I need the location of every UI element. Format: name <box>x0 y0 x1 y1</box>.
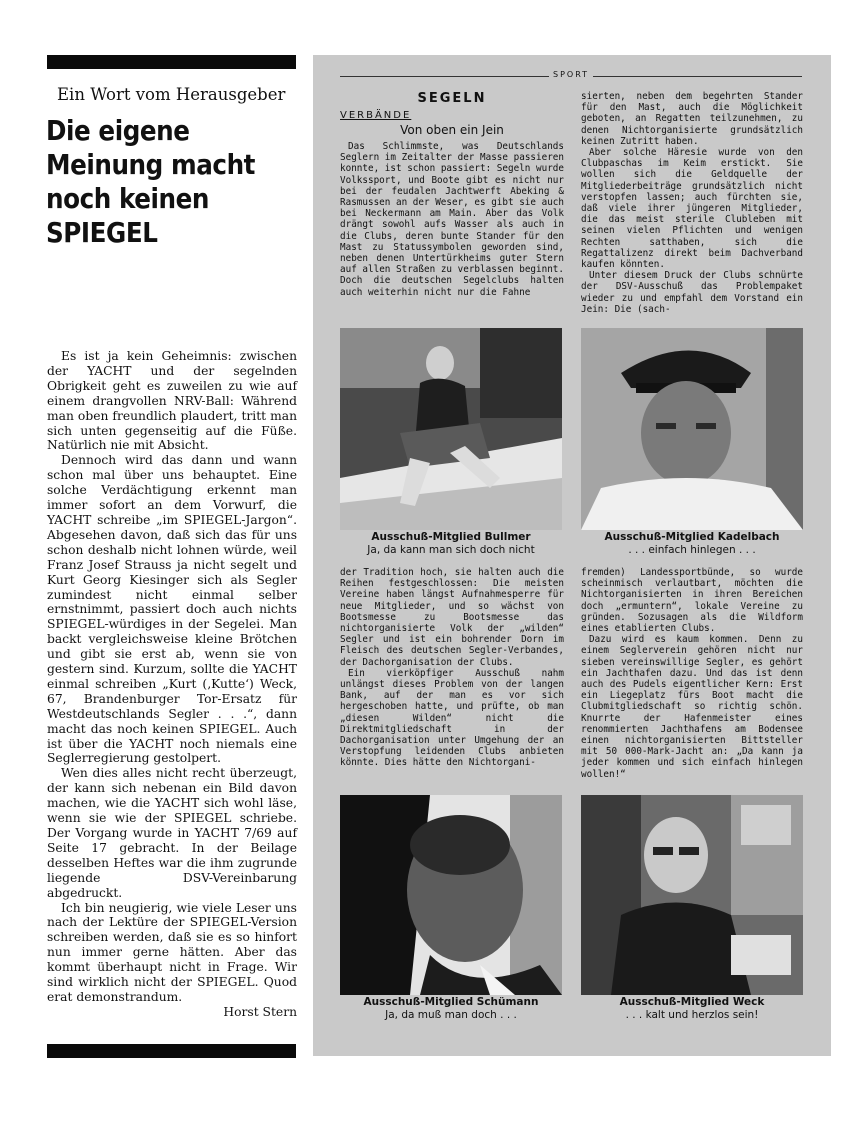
article-deck: Von oben ein Jein <box>400 123 504 137</box>
article-column-right <box>581 91 803 315</box>
photo-bullmer <box>340 328 562 530</box>
photo-kadelbach-image <box>581 328 803 530</box>
editorial-headline <box>46 114 270 250</box>
article-paragraph: Aber solche Häresie wurde von den Clubpaschas im Keim erstickt. Sie wollen sich die Geldquelle der Mitgliederbeiträge grundsätzlich nicht verstopfen lassen; auch fürchten sie, daß viele ihrer jüngeren Mitglieder, die das meist sterile Clubleben mit seinen vielen Pflichten und wenigen Rechten satthaben, sich die Regattalizenz direkt beim Dachverband kaufen könnten. <box>581 147 803 271</box>
editorial-body <box>47 349 297 1020</box>
caption-quote: . . . einfach hinlegen . . . <box>628 544 756 556</box>
subdepartment-title: VERBÄNDE <box>340 110 412 121</box>
caption-name: Ausschuß-Mitglied Kadelbach <box>604 531 780 543</box>
caption-name: Ausschuß-Mitglied Bullmer <box>371 531 531 543</box>
article-paragraph: Ein vierköpfiger Ausschuß nahm unlängst dieses Problem von der langen Bank, auf der man es vor sich hergeschoben hatte, und prüfte, ob man „diesen Wilden“ nicht die Direktmitgliedschaft in der Dachorganisation unter Umgehung der an Verstopfung leidenden Clubs anbieten könnte. Dies hätte den Nichtorgani- <box>340 667 564 769</box>
editorial-kicker: Ein Wort vom Herausgeber <box>57 85 286 104</box>
caption-quote: Ja, da kann man sich doch nicht <box>367 544 535 556</box>
photo-caption-weck <box>581 996 803 1022</box>
photo-caption-kadelbach <box>581 531 803 557</box>
caption-quote: . . . kalt und herzlos sein! <box>625 1009 759 1021</box>
section-label: SPORT <box>549 70 593 79</box>
photo-weck-image <box>581 795 803 995</box>
headline-line: SPIEGEL <box>46 216 158 249</box>
headline-line: Meinung macht <box>46 148 256 181</box>
article-column-right-lower <box>581 567 803 780</box>
editorial-paragraph: Dennoch wird das dann und wann schon mal über uns behauptet. Eine solche Verdächtigung erkennt man immer sofort an dem Vorwurf, die YACHT schreibe „im SPIEGEL-Jargon“. Abgesehen davon, daß sich das für uns schon deshalb nicht lohnen würde, weil Franz Josef Strauss ja nicht segelt und Kurt Georg Kiesinger sich als Segler zumindest nicht einmal selber ernstnimmt, passiert doch auch nichts SPIEGEL-würdiges in der Segelei. Man backt vergleichsweise kleine Brötchen und gibt sie erst ab, wenn sie von gestern sind. Kurzum, sollte die YACHT einmal schreiben „Kurt (‚Kutte‘) Weck, 67, Brandenburger Tor-Ersatz für Westdeutschlands Segler . . .“, dann macht das noch keinen SPIEGEL. Auch ist über die YACHT noch niemals eine Seglerregierung gestolpert. <box>47 453 297 766</box>
editorial-paragraph: Ich bin neugierig, wie viele Leser uns nach der Lektüre der SPIEGEL-Version schreiben werden, daß sie es so hinfort nun immer gerne hätten. Aber das kommt überhaupt nicht in Frage. Wir sind wirklich nicht der SPIEGEL. Quod erat demonstrandum. <box>47 900 297 1004</box>
photo-caption-schuemann <box>340 996 562 1022</box>
headline-line: Die eigene <box>46 114 190 147</box>
editorial-signature: Horst Stern <box>223 1004 297 1019</box>
photo-bullmer-image <box>340 328 562 530</box>
article-column-left <box>340 91 564 298</box>
headline-line: noch keinen <box>46 182 210 215</box>
editorial-paragraph: Wen dies alles nicht recht überzeugt, der kann sich nebenan ein Bild davon machen, wie die YACHT sich wohl läse, wenn sie wie der SPIEGEL schriebe. Der Vorgang wurde in YACHT 7/69 auf Seite 17 gebracht. In der Beilage desselben Heftes war die ihm zugrunde liegende DSV-Vereinbarung abgedruckt. <box>47 766 297 900</box>
caption-name: Ausschuß-Mitglied Schümann <box>363 996 539 1008</box>
article-paragraph: fremden) Landessportbünde, so wurde scheinmisch verlautbart, möchten die Nichtorganisierten in ihren Bereichen doch „ermuntern“, lokale Vereine zu gründen. Sozusagen als die Wildform eines etablierten Clubs. <box>581 567 803 635</box>
caption-name: Ausschuß-Mitglied Weck <box>619 996 765 1008</box>
caption-quote: Ja, da muß man doch . . . <box>385 1009 517 1021</box>
photo-schuemann <box>340 795 562 995</box>
bottom-rule-bar <box>47 1044 296 1058</box>
spiegel-article-panel <box>313 55 831 1056</box>
article-paragraph: der Tradition hoch, sie halten auch die Reihen festgeschlossen: Die meisten Vereine haben längst Aufnahmesperre für neue Mitglieder, und so wächst von Bootsmesse zu Bootsmesse das nichtorganisierte Volk der „wilden“ Segler und ist ein bohrender Dorn im Fleisch des deutschen Segler-Verbandes, der Dachorganisation der Clubs. <box>340 567 564 668</box>
top-rule-bar <box>47 55 296 69</box>
editorial-paragraph: Es ist ja kein Geheimnis: zwischen der YACHT und der segelnden Obrigkeit geht es zuweilen zu wie auf einem drangvollen NRV-Ball: Während man oben freundlich plaudert, tritt man sich unten gegenseitig auf die Füße. Natürlich nie mit Absicht. <box>47 349 297 453</box>
article-paragraph: sierten, neben dem begehrten Stander für den Mast, auch die Möglichkeit geboten, an Regatten teilzunehmen, zu denen Nichtorganisierte grundsätzlich keinen Zutritt haben. <box>581 91 803 147</box>
article-paragraph: Das Schlimmste, was Deutschlands Seglern im Zeitalter der Masse passieren konnte, ist schon passiert: Segeln wurde Volkssport, und Boote gibt es nicht nur bei der feudalen Jachtwerft Abeking & Rasmussen an der Weser, es gibt sie auch bei Neckermann am Main. Aber das Volk drängt sowohl aufs Wasser als auch in die Clubs, deren bunte Stander für den Mast zu Statussymbolen geworden sind, neben denen Untertürkheims guter Stern auf allen Straßen zu verblassen beginnt. Doch die deutschen Segelclubs halten auch weiterhin nicht nur die Fahne <box>340 141 564 298</box>
photo-schuemann-image <box>340 795 562 995</box>
article-column-left-lower <box>340 567 564 769</box>
photo-caption-bullmer <box>340 531 562 557</box>
photo-weck <box>581 795 803 995</box>
photo-kadelbach <box>581 328 803 530</box>
editorial-signature-line <box>47 1005 297 1020</box>
article-paragraph: Unter diesem Druck der Clubs schnürte der DSV-Ausschuß das Problempaket wieder zu und empfahl dem Vorstand ein Jein: Die (sach- <box>581 270 803 315</box>
department-title: SEGELN <box>417 91 487 106</box>
article-paragraph: Dazu wird es kaum kommen. Denn zu einem Seglerverein gehören nicht nur sieben vereinswillige Segler, es gehört ein Jachthafen dazu. Und das ist denn auch des Pudels eigentlicher Kern: Erst ein Liegeplatz fürs Boot macht die Clubmitgliedschaft so richtig schön. Knurrte der Hafenmeister eines renommierten Jachthafens am Bodensee einen nichtorganisierten Bittsteller mit 50 000-Mark-Jacht an: „Da kann ja jeder kommen und sich einfach hinlegen wollen!“ <box>581 634 803 780</box>
